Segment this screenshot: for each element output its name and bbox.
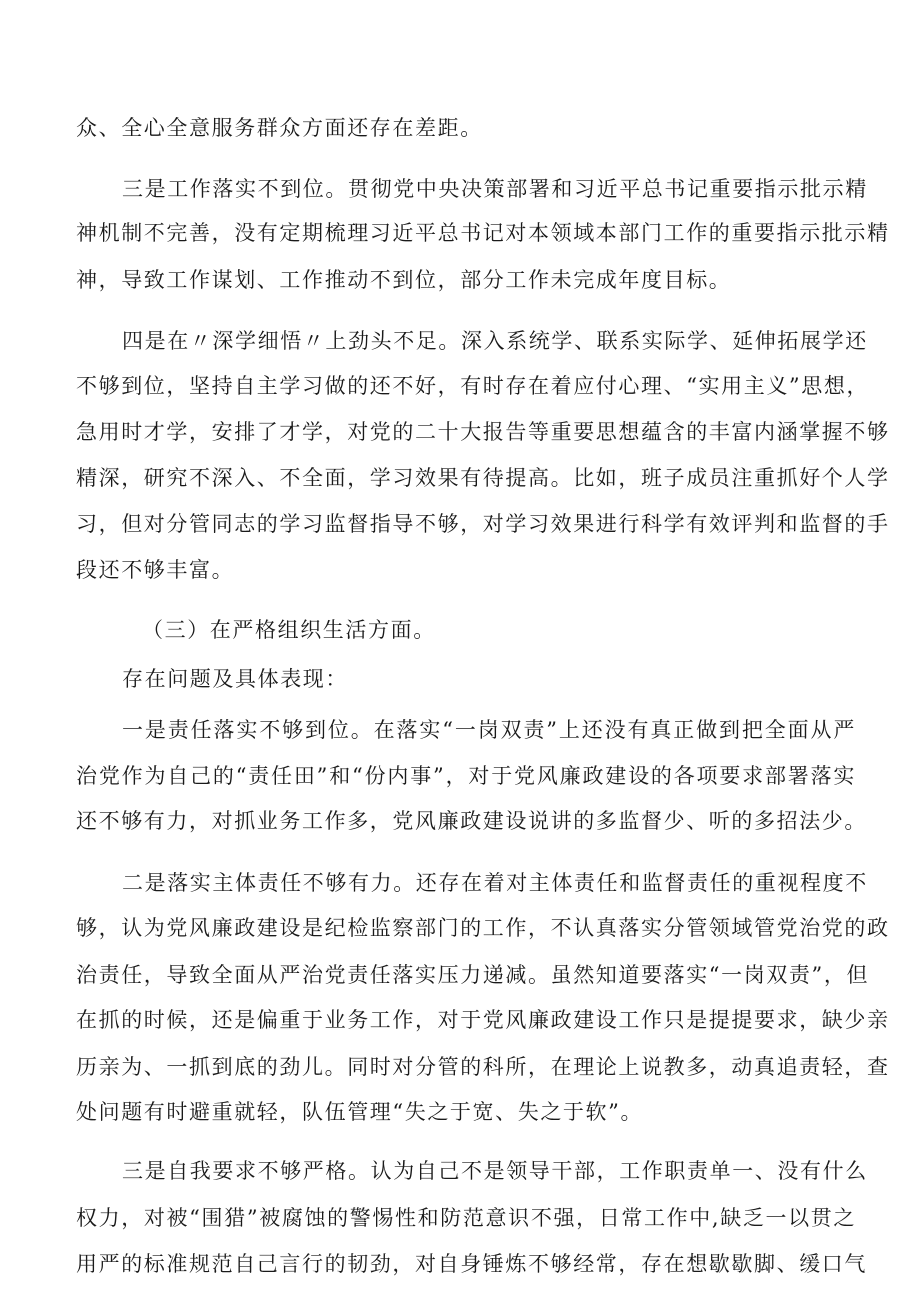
text-line: 用严的标准规范自己言行的韧劲，对自身锤炼不够经常，存在想歇歇脚、缓口气 (76, 1252, 867, 1276)
text-line: 治党作为自己的“责任田”和“份内事”，对于党风廉政建设的各项要求部署落实 (76, 764, 856, 788)
text-line: 众、全心全意服务群众方面还存在差距。 (76, 116, 483, 140)
text-line: 神机制不完善，没有定期梳理习近平总书记对本领域本部门工作的重要指示批示精 (76, 221, 890, 245)
paragraph-start-line: 四是在〃深学细悟〃上劲头不足。深入系统学、联系实际学、延伸拓展学还 (122, 329, 868, 353)
text-line: 处问题有时避重就轻，队伍管理“失之于宽、失之于软”。 (76, 1100, 644, 1124)
text-line: 历亲为、一抓到底的劲儿。同时对分管的科所，在理论上说教多，动真追责轻，查 (76, 1055, 890, 1079)
paragraph-start-line: 三是自我要求不够严格。认为自己不是领导干部，工作职责单一、没有什么 (122, 1159, 868, 1183)
text-line: 够，认为党风廉政建设是纪检监察部门的工作，不认真落实分管领域管党治党的政 (76, 916, 890, 940)
text-line: 精深，研究不深入、不全面，学习效果有待提高。比如，班子成员注重抓好个人学 (76, 466, 890, 490)
text-line: 还不够有力，对抓业务工作多，党风廉政建设说讲的多监督少、听的多招法少。 (76, 809, 867, 833)
paragraph-start-line: 一是责任落实不够到位。在落实“一岗双责”上还没有真正做到把全面从严 (122, 718, 856, 742)
text-line: 急用时才学，安排了才学，对党的二十大报告等重要思想蕴含的丰富内涵掌握不够 (76, 420, 890, 444)
section-heading: （三）在严格组织生活方面。 (142, 618, 436, 642)
paragraph-start-line: 二是落实主体责任不够有力。还存在着对主体责任和监督责任的重视程度不 (122, 871, 868, 895)
paragraph-start-line: 三是工作落实不到位。贯彻党中央决策部署和习近平总书记重要指示批示精 (122, 177, 868, 201)
subheading: 存在问题及具体表现： (122, 667, 348, 691)
text-line: 权力，对被“围猎”被腐蚀的警惕性和防范意识不强，日常工作中,缺乏一以贯之 (76, 1206, 856, 1230)
text-line: 在抓的时候，还是偏重于业务工作，对于党风廉政建设工作只是提提要求，缺少亲 (76, 1008, 890, 1032)
text-line: 神，导致工作谋划、工作推动不到位，部分工作未完成年度目标。 (76, 268, 732, 292)
text-line: 治责任，导致全面从严治党责任落实压力递减。虽然知道要落实“一岗双责”，但 (76, 963, 870, 987)
text-line: 不够到位，坚持自主学习做的还不好，有时存在着应付心理、“实用主义”思想， (76, 374, 870, 398)
text-line: 段还不够丰富。 (76, 558, 235, 582)
text-line: 习，但对分管同志的学习监督指导不够，对学习效果进行科学有效评判和监督的手 (76, 512, 890, 536)
